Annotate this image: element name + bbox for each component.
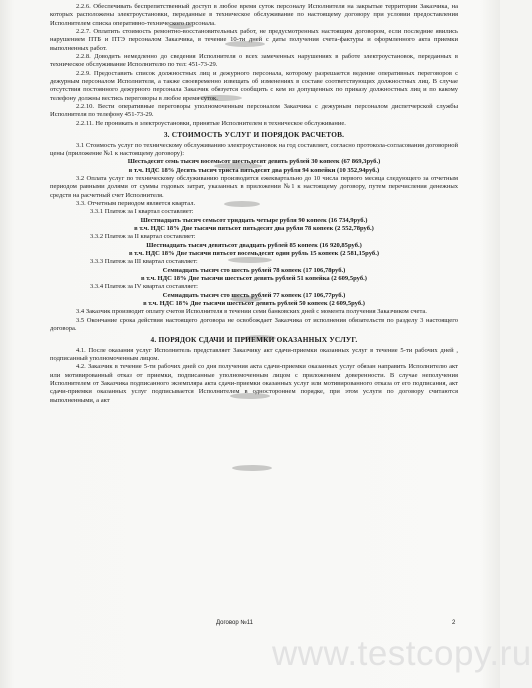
- total-amount-text: Шестьдесят семь тысяч восемьсот шестьдесят девять рублей 30 копеек (67 869,3руб.): [127, 158, 381, 166]
- clause-2-2-7: 2.2.7. Оплатить стоимость ремонтно-восстановительных работ, не предусмотренных настоящим договором, если последние явились нарушением ПТБ и ПТЭ персоналом Заказчика, в течение 10-ти дней с даты получения счета-фактуры и оформленного акта приемки выполненных работ.: [50, 28, 458, 52]
- section-4-heading: 4. ПОРЯДОК СДАЧИ И ПРИЕМКИ ОКАЗАННЫХ УСЛУГ.: [150, 335, 358, 345]
- document-body: [50, 3, 458, 405]
- q1-amount: Шестнадцать тысяч семьсот тридцать четыре рубля 90 копеек (16 734,9руб.): [140, 216, 368, 224]
- clause-3-3-2: 3.3.2 Платеж за II квартал составляет:: [90, 233, 196, 241]
- clause-3-1: 3.1 Стоимость услуг по техническому обслуживанию электроустановок на год составляет, согласно протокола-согласования договорной цены (приложение №1 к настоящему договору):: [50, 141, 458, 157]
- q2-amount: Шестнадцать тысяч девятьсот двадцать рублей 85 копеек (16 920,85руб.): [146, 241, 362, 249]
- q4-amount: Семнадцать тысяч сто шесть рублей 77 копеек (17 106,77руб.): [162, 291, 346, 299]
- clause-2-2-11: 2.2.11. Не проникать в электроустановки, принятые Исполнителем в техническое обслуживание.: [76, 119, 346, 127]
- clause-3-4: 3.4 Заказчик производит оплату счетов Исполнителя в течении семи банковских дней с момента получения Заказчиком счета.: [76, 308, 427, 316]
- q4-vat: в т.ч. НДС 18% Две тысячи шестьсот девять рублей 50 копеек (2 609,5руб.): [143, 300, 365, 308]
- clause-3-3-3: 3.3.3 Платеж за III квартал составляет:: [90, 258, 198, 266]
- section-3-heading: 3. СТОИМОСТЬ УСЛУГ И ПОРЯДОК РАСЧЕТОВ.: [163, 130, 345, 140]
- clause-3-3-1: 3.3.1 Платеж за I квартал составляет:: [90, 208, 194, 216]
- clause-2-2-6: 2.2.6. Обеспечивать беспрепятственный доступ в любое время суток персоналу Исполнителя на закрытые территории Заказчика, на которых расположены электроустановки, переданные в техническое обслуживание по настоящему договору при условии предоставления Исполнителем списка оперативно-технического персонала.: [50, 3, 458, 27]
- q3-vat: в т.ч. НДС 18% Две тысячи шестьсот девять рублей 51 копейка (2 609,5руб.): [141, 275, 367, 282]
- clause-3-3-4: 3.3.4 Платеж за IV квартал составляет:: [90, 283, 198, 291]
- footer-doc-title: Договор №11: [216, 620, 253, 626]
- clause-3-3: 3.3. Отчетным периодом является квартал.: [76, 199, 196, 207]
- clause-3-2: 3.2 Оплата услуг по техническому обслуживанию производится ежеквартально до 10 числа первого месяца следующего за отчетным периодом равными долями от суммы годовых затрат, указанных в приложении №1 к настоящему договору, путем перечисления денежных средств на расчетный счет Исполнителя.: [50, 174, 458, 199]
- clause-2-2-10: 2.2.10. Вести оперативные переговоры уполномоченным персоналом Заказчика с дежурным персоналом диспетчерской службы Исполнителя по телефону 451-73-29.: [50, 103, 458, 119]
- clause-4-2: 4.2. Заказчик в течение 5-ти рабочих дней со дня получения акта сдачи-приемки оказанных услуг обязан направить Исполнителю акт или мотивированный отказ от приемки, подписанные уполномоченным лицом с приложением доверенности. В случае неполучения Исполнителем от Заказчика подписанного экземпляра акта сдачи-приемки оказанных услуг или мотивированного отказа от его подписания, акт сдачи-приемки оказанных услуг подписывается Исполнителем в одностороннем порядке, при этом услуги по договору считаются выполненными, а акт: [50, 363, 458, 404]
- page-number: 2: [452, 620, 456, 626]
- q2-vat: в т.ч. НДС 18% Две тысячи пятьсот восемьдесят один рубль 15 копеек (2 581,15руб.): [128, 249, 380, 257]
- q3-amount: Семнадцать тысяч сто шесть рублей 78 копеек (17 106,78руб.): [162, 266, 346, 274]
- watermark: www.testcopy.ru: [272, 634, 532, 673]
- total-vat-text: в т.ч. НДС 18% Десять тысяч триста пятьдесят два рубля 94 копейки (10 352,94руб.): [128, 166, 380, 174]
- clause-4-1: 4.1. После оказания услуг Исполнитель представляет Заказчику акт сдачи-приемки оказанных услуг в течение 5-ти рабочих дней , подписанный уполномоченным лицом.: [50, 346, 458, 363]
- clause-2-2-8: 2.2.8. Доводить немедленно до сведения Исполнителя о всех замеченных нарушениях в работе электроустановок, переданных в техническое обслуживание Исполнителю по тел: 451-73-29.: [50, 53, 458, 69]
- clause-2-2-9: 2.2.9. Предоставить список должностных лиц и дежурного персонала, которому разрешается ведение оперативных переговоров с дежурным персоналом Исполнителя, а также своевременно извещать об изменениях в составе соответствующих должностных лиц. В случае отсутствия постоянного дежурного персонала Заказчик обязуется сообщить с кем из допущенных по приказу должностных лиц и по какому телефону должны вестись переговоры в любое время суток.: [50, 69, 458, 102]
- clause-3-5: 3.5 Окончание срока действия настоящего договора не освобождает Заказчика от исполнения обязательств по разделу 3 настоящего договора.: [50, 316, 458, 333]
- q1-vat: в т.ч. НДС 18% Две тысячи пятьсот пятьдесят два рубля 78 копеек (2 552,78руб.): [134, 224, 374, 232]
